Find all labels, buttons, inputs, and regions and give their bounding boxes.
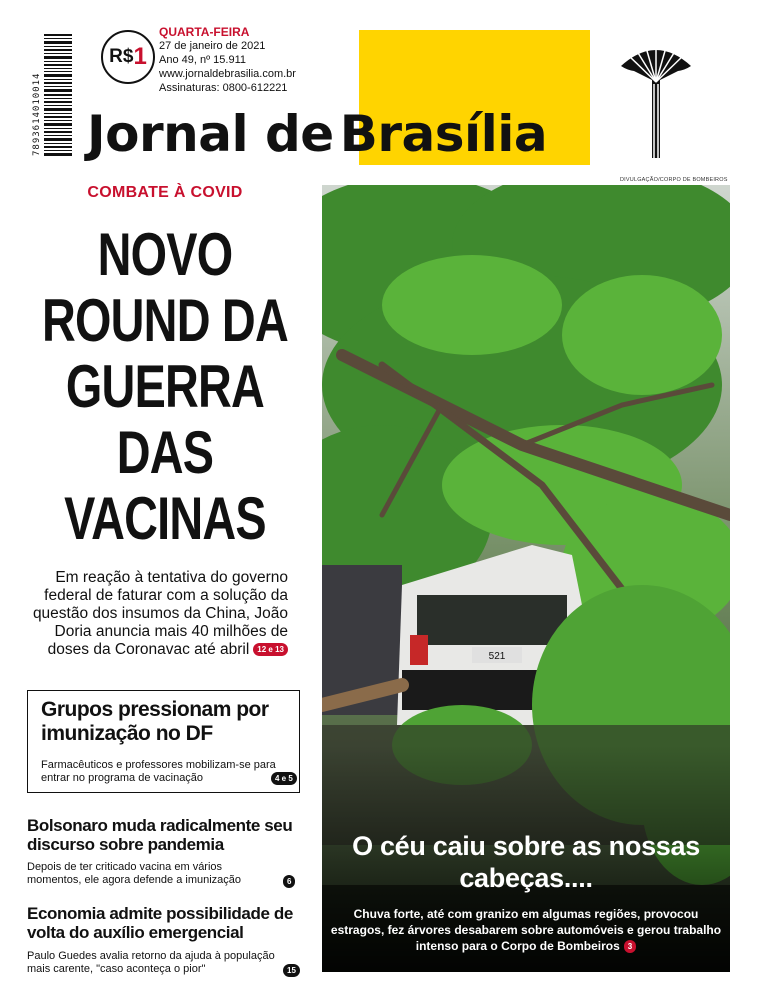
- newspaper-logo-icon: [615, 40, 697, 158]
- story-text: Depois de ter criticado vacina em vários momentos, ele agora defende a imunização: [27, 861, 242, 886]
- photo-story-text-body: Chuva forte, até com granizo em algumas regiões, provocou estragos, fez árvores desabarem sobre automóveis e gerou trabalho intenso para o Corpo de Bombeiros: [330, 907, 722, 953]
- story-title[interactable]: Economia admite possibilidade de volta do auxílio emergencial: [27, 904, 293, 942]
- photo-story-title[interactable]: O céu caiu sobre as nossas cabeças....: [352, 831, 700, 893]
- story-title[interactable]: Bolsonaro muda radicalmente seu discurso sobre pandemia: [27, 816, 293, 854]
- masthead: [87, 103, 547, 165]
- photo-story-text: [330, 906, 722, 954]
- license-plate: 521: [488, 651, 506, 662]
- barcode-number: 7893614010014: [32, 72, 42, 156]
- masthead-part2: Brasília: [339, 105, 548, 163]
- headline-line: GUERRA: [65, 353, 265, 420]
- page-reference-badge: 12 e 13: [253, 643, 288, 656]
- headline-line: ROUND DA: [42, 287, 288, 354]
- box-story-title[interactable]: Grupos pressionam por imunização no DF: [41, 698, 269, 745]
- edition-subscriptions: Assinaturas: 0800-612221: [159, 82, 288, 94]
- page-reference-badge: 6: [283, 875, 295, 888]
- main-headline[interactable]: [36, 222, 293, 552]
- price-value: 1: [133, 43, 147, 70]
- headline-line: DAS: [116, 419, 214, 486]
- masthead-part1: Jornal de: [87, 105, 334, 163]
- story-text: Paulo Guedes avalia retorno da ajuda à população mais carente, "caso aconteça o pior": [27, 950, 275, 975]
- edition-date: 27 de janeiro de 2021: [159, 40, 266, 52]
- main-story-kicker: COMBATE À COVID: [87, 184, 243, 201]
- page-reference-badge: 3: [624, 940, 636, 953]
- box-story-text: Farmacêuticos e professores mobilizam-se para entrar no programa de vacinação: [41, 759, 276, 784]
- price-badge: [101, 30, 155, 84]
- price-currency: R$: [109, 46, 134, 67]
- edition-website: www.jornaldebrasilia.com.br: [159, 68, 296, 80]
- edition-weekday: QUARTA-FEIRA: [159, 25, 250, 39]
- edition-info: [159, 25, 296, 95]
- headline-line: NOVO: [97, 221, 233, 288]
- page-reference-badge: 15: [283, 964, 300, 977]
- page-reference-badge: 4 e 5: [271, 772, 297, 785]
- main-story-lead: [22, 569, 288, 659]
- photo-credit: DIVULGAÇÃO/CORPO DE BOMBEIROS: [620, 177, 728, 183]
- headline-line: VACINAS: [64, 485, 266, 552]
- main-story-lead-text: Em reação à tentativa do governo federal de faturar com a solução da questão dos insumos da China, João Doria anuncia mais 40 milhões de doses da Coronavac até abril: [32, 569, 288, 658]
- edition-issue: Ano 49, nº 15.911: [159, 54, 246, 66]
